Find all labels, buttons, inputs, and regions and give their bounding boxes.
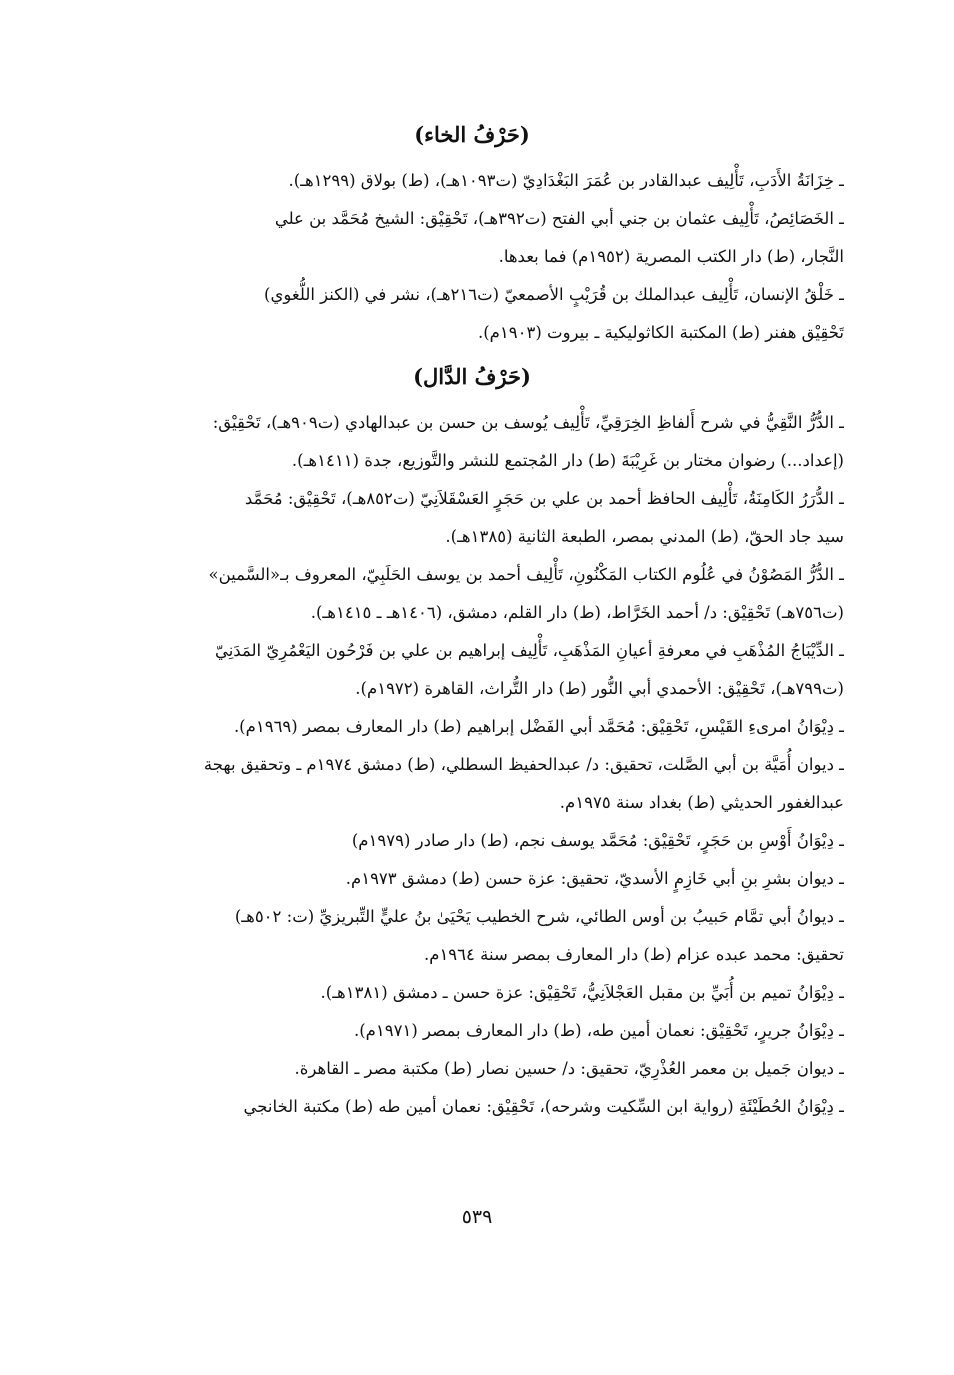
entry-line: تَحْقِيْق هفنر (ط) المكتبة الكاثوليكية ـ بيروت (١٩٠٣م).	[478, 323, 844, 342]
bibliography-entry	[100, 822, 844, 860]
bibliography-entry	[100, 708, 844, 746]
bibliography-entry	[100, 162, 844, 200]
entry-line: عبدالغفور الحديثي (ط) بغداد سنة ١٩٧٥م.	[559, 793, 844, 812]
entry-line: (إعداد...) رضوان مختار بن غَرِيْبَةَ (ط) دار المُجتمع للنشر والتَّوزيع، جدة (١٤١١هـ).	[291, 451, 844, 470]
entry-line: ـ الدُّرُّ المَصُوْنُ في عُلُوم الكتاب المَكْنُونِ، تَأْلِيف أحمد بن يوسف الحَلَبِيّ، المعروف بـ«السَّمين»	[208, 565, 844, 584]
entry-line: ـ دِيْوَانُ امرىءِ القَيْسِ، تَحْقِيْق: مُحَمَّد أبي الفَضْل إبراهيم (ط) دار المعارف بمصر (١٩٦٩م).	[233, 717, 844, 736]
entry-line: ـ خَلْقُ الإنسان، تَأْلِيف عبدالملك بن قُرَيْبٍ الأصمعيّ (ت٢١٦هـ)، نشر في (الكنز اللُّغوي)	[264, 285, 844, 304]
entry-line: (ت٧٥٦هـ) تَحْقِيْق: د/ أحمد الخَرَّاط، (ط) دار القلم، دمشق، (١٤٠٦هـ ـ ١٤١٥هـ).	[310, 603, 844, 622]
entry-line: ـ دِيْوَانُ الحُطَيْئَةِ (رواية ابن السِّكيت وشرحه)، تَحْقِيْق: نعمان أمين طه (ط) مكتبة الخانجي	[243, 1097, 844, 1116]
bibliography-entry	[100, 898, 844, 974]
page-number: ٥٣٩	[461, 1206, 493, 1228]
entry-line: ـ ديوان جَميل بن معمر العُذْرِيّ، تحقيق: د/ حسين نصار (ط) مكتبة مصر ـ القاهرة.	[294, 1059, 844, 1078]
entry-line: ـ دِيْوَانُ أَوْسِ بن حَجَرٍ، تَحْقِيْق: مُحَمَّد يوسف نجم، (ط) دار صادر (١٩٧٩م)	[351, 831, 844, 850]
bibliography-entry	[100, 860, 844, 898]
bibliography-entry	[100, 1088, 844, 1126]
bibliography-entry	[100, 480, 844, 556]
bibliography-entry	[100, 1012, 844, 1050]
entry-line: سيد جاد الحقّ، (ط) المدني بمصر، الطبعة الثانية (١٣٨٥هـ).	[445, 527, 844, 546]
section-heading-kha: (حَرْفُ الخاء)	[414, 122, 530, 147]
entry-line: ـ خِزَانَةُ الأَدَبِ، تَأْلِيف عبدالقادر بن عُمَرَ البَغْدَادِيّ (ت١٠٩٣هـ)، (ط) بولاق (١٢٩٩هـ).	[288, 171, 844, 190]
entry-line: النَّجار، (ط) دار الكتب المصرية (١٩٥٢م) فما بعدها.	[498, 247, 844, 266]
section-kha-entries	[100, 162, 844, 352]
bibliography-entry	[100, 200, 844, 276]
entry-line: ـ الدُّرَرُ الكَامِنَةُ، تَأْلِيف الحافظ أحمد بن علي بن حَجَرٍ العَسْقَلاَنِيّ (ت٨٥٢هـ)، تَحْقِيْق: مُحَمَّد	[244, 489, 844, 508]
bibliography-entry	[100, 276, 844, 352]
entry-line: ـ الخَصَائِصُ، تَأْلِيف عثمان بن جني أبي الفتح (ت٣٩٢هـ)، تَحْقِيْق: الشيخ مُحَمَّد بن علي	[274, 209, 844, 228]
bibliography-entry	[100, 746, 844, 822]
entry-line: تحقيق: محمد عبده عزام (ط) دار المعارف بمصر سنة ١٩٦٤م.	[423, 945, 844, 964]
entry-line: ـ دِيْوَانُ تميم بن أُبَيِّ بن مقبل العَجْلاَنِيُّ، تَحْقِيْق: عزة حسن ـ دمشق (١٣٨١هـ).	[320, 983, 844, 1002]
entry-line: ـ ديوان أُمَيَّة بن أبي الصَّلت، تحقيق: د/ عبدالحفيظ السطلي، (ط) دمشق ١٩٧٤م ـ وتحقيق بهجة	[203, 755, 844, 774]
section-dal-entries	[100, 404, 844, 1126]
entry-line: ـ دِيْوَانُ جريرٍ، تَحْقِيْق: نعمان أمين طه، (ط) دار المعارف بمصر (١٩٧١م).	[354, 1021, 844, 1040]
bibliography-entry	[100, 632, 844, 708]
page-body	[100, 110, 844, 1126]
bibliography-entry	[100, 1050, 844, 1088]
bibliography-entry	[100, 974, 844, 1012]
entry-line: ـ ديوانُ أبي تمَّام حَبيبُ بن أوس الطائي، شرح الخطيب يَحْيَىٰ بنُ عليٍّ التِّبريزيِّ (ت: ٥٠٢هـ)	[234, 907, 844, 926]
bibliography-entry	[100, 556, 844, 632]
entry-line: ـ الدُّرُّ النَّقِيُّ في شرح أَلفاظِ الخِرَقِيِّ، تَأْلِيف يُوسف بن حسن بن عبدالهادي (ت٩٠٩هـ)، تَحْقِيْق:	[212, 413, 844, 432]
bibliography-entry	[100, 404, 844, 480]
section-heading-dal: (حَرْفُ الدَّال)	[413, 364, 531, 389]
entry-line: (ت٧٩٩هـ)، تَحْقِيْق: الأحمدي أبي النُّور (ط) دار التُّراث، القاهرة (١٩٧٢م).	[355, 679, 844, 698]
entry-line: ـ ديوان بشرِ بنِ أبي خَازِمٍ الأسديّ، تحقيق: عزة حسن (ط) دمشق ١٩٧٣م.	[345, 869, 844, 888]
entry-line: ـ الدِّيْبَاجُ المُذْهَبِ في معرفةِ أعيانِ المَذْهَبِ، تَأْلِيف إبراهيم بن علي بن فَرْحُون اليَعْمُرِيّ المَدَنِيّ	[214, 641, 844, 660]
